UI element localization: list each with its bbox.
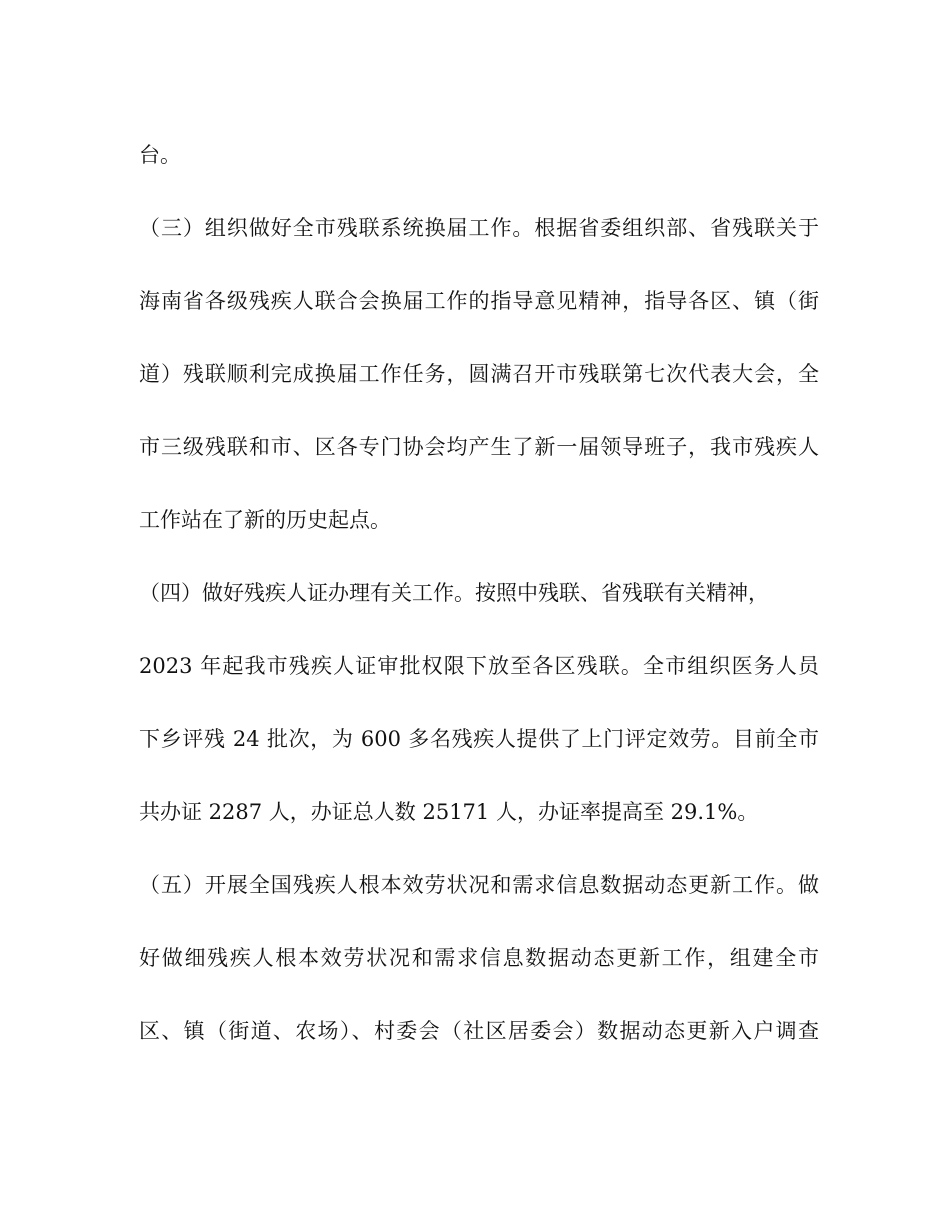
- text-line: 共办证 2287 人，办证总人数 25171 人，办证率提高至 29.1%。: [139, 800, 759, 824]
- text-line: （三）组织做好全市残联系统换届工作。根据省委组织部、省残联关于: [139, 216, 819, 240]
- text-line: 下乡评残 24 批次，为 600 多名残疾人提供了上门评定效劳。目前全市: [139, 727, 819, 751]
- text-line: 市三级残联和市、区各专门协会均产生了新一届领导班子，我市残疾人: [139, 435, 819, 459]
- text-line: 海南省各级残疾人联合会换届工作的指导意见精神，指导各区、镇（街: [139, 289, 819, 313]
- text-line: 2023 年起我市残疾人证审批权限下放至各区残联。全市组织医务人员: [139, 654, 819, 678]
- text-line: （四）做好残疾人证办理有关工作。按照中残联、省残联有关精神，: [139, 581, 769, 605]
- text-line: 道）残联顺利完成换届工作任务，圆满召开市残联第七次代表大会，全: [139, 362, 819, 386]
- text-line: 好做细残疾人根本效劳状况和需求信息数据动态更新工作，组建全市: [139, 946, 819, 970]
- text-line: 工作站在了新的历史起点。: [139, 508, 391, 532]
- text-line: 区、镇（街道、农场）、村委会（社区居委会）数据动态更新入户调查: [139, 1019, 819, 1043]
- text-line: 台。: [139, 143, 181, 167]
- text-line: （五）开展全国残疾人根本效劳状况和需求信息数据动态更新工作。做: [139, 873, 819, 897]
